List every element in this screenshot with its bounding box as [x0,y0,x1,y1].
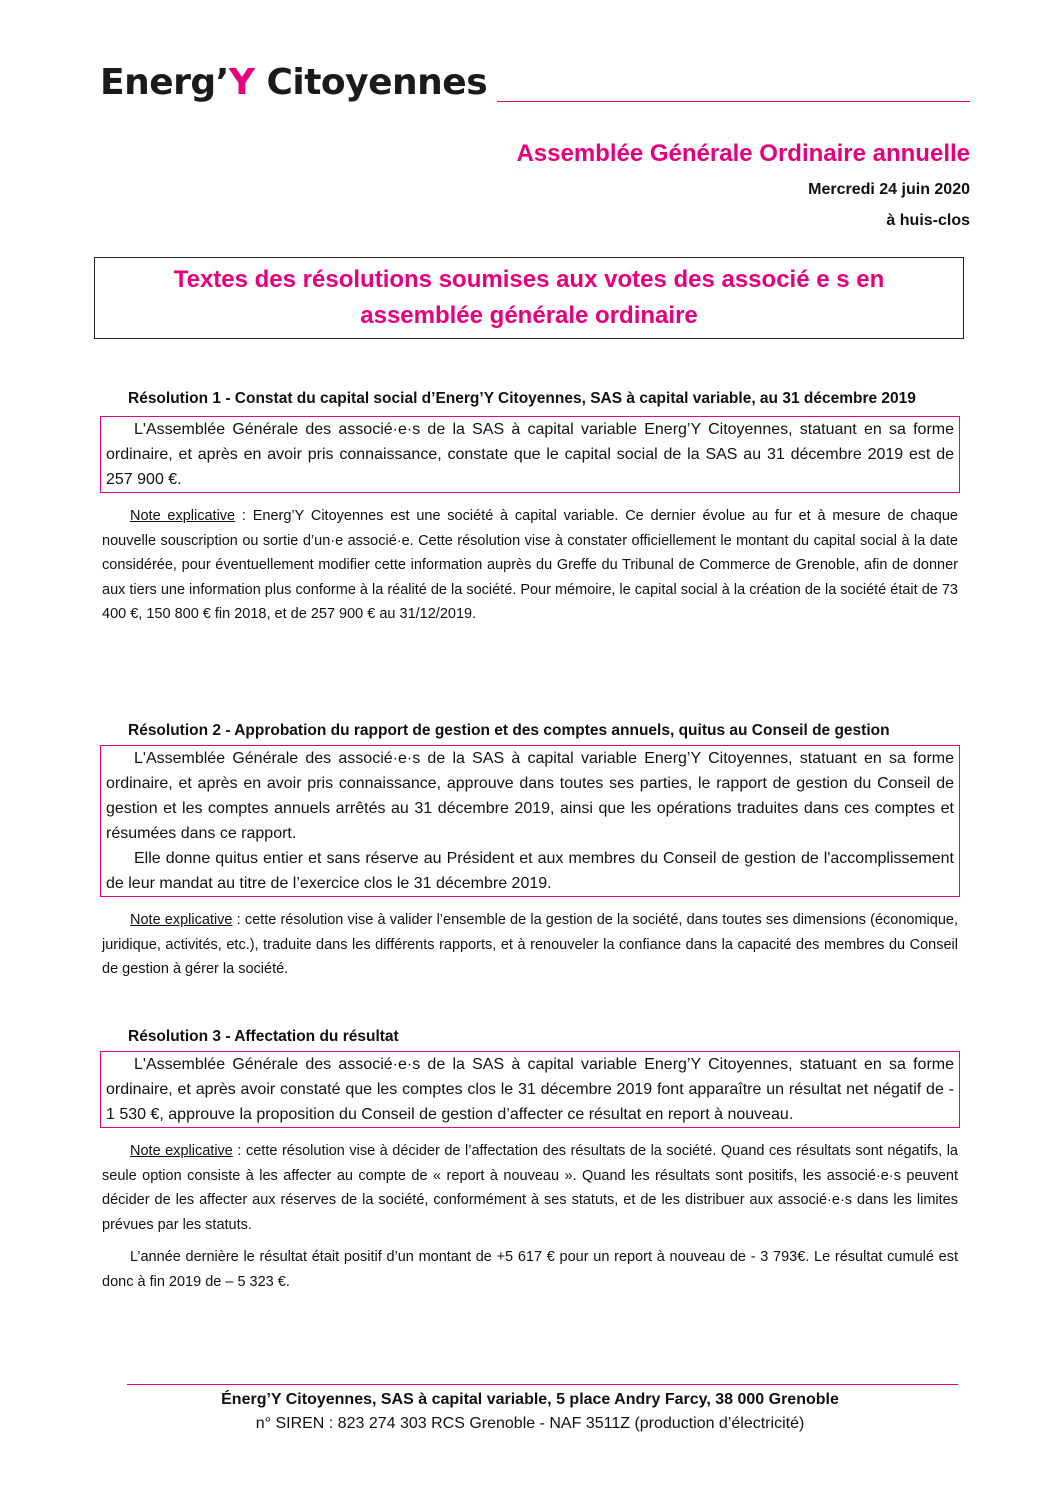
explanatory-note [100,1139,960,1237]
footer-divider [127,1384,958,1385]
resolution-1 [100,388,960,627]
footer-registration: n° SIREN : 823 274 303 RCS Grenoble - NAF 3511Z (production d’électricité) [255,1415,805,1432]
resolution-3 [100,1026,960,1294]
resolution-paragraph: L'Assemblée Générale des associé·e·s de la SAS à capital variable Energ’Y Citoyennes, statuant en sa forme ordinaire, et après en avoir pris connaissance, constate que le capital social de la SAS au 31 décembre 2019 est de 257 900 €. [106,421,954,488]
resolution-2 [100,720,960,982]
resolution-text-box [100,1051,960,1128]
note-label: Note explicative [130,1143,233,1159]
resolution-paragraph: Elle donne quitus entier et sans réserve au Président et aux membres du Conseil de gestion de l'accomplissement de leur mandat au titre de l’exercice clos le 31 décembre 2019. [106,850,954,892]
resolution-paragraph: L'Assemblée Générale des associé·e·s de la SAS à capital variable Energ’Y Citoyennes, statuant en sa forme ordinaire, et après avoir constaté que les comptes clos le 31 décembre 2019 font apparaître un résultat net négatif de - 1 530 €, approuve la proposition du Conseil de gestion d’affecter ce résultat en report à nouveau. [106,1056,954,1123]
resolution-text-box [100,416,960,493]
note-text: : cette résolution vise à décider de l’affectation des résultats de la société. Quand ces résultats sont négatifs, la seule option consiste à les affecter au compte de « report à nouveau ». Quand les résultats sont positifs, les associé·e·s peuvent décider de les affecter aux réserves de la société, conformément à ses statuts, et de les distribuer aux associé·e·s dans les limites prévues par les statuts. [102,1143,958,1233]
meeting-date: Mercredi 24 juin 2020 [808,181,970,198]
explanatory-note-extra: L’année dernière le résultat était positif d’un montant de +5 617 € pour un report à nouveau de - 3 793€. Le résultat cumulé est donc à fin 2019 de – 5 323 €. [102,1249,958,1290]
footer-address: Énerg’Y Citoyennes, SAS à capital variable, 5 place Andry Farcy, 38 000 Grenoble [221,1391,839,1408]
meeting-mode: à huis-clos [886,212,970,229]
resolution-heading: Résolution 3 - Affectation du résultat [128,1028,399,1045]
resolution-heading: Résolution 2 - Approbation du rapport de gestion et des comptes annuels, quitus au Conseil de gestion [128,722,890,739]
document-title-line-1: Textes des résolutions soumises aux votes des associé e s en [173,266,885,293]
header-divider [497,101,970,102]
note-label: Note explicative [130,508,236,524]
explanatory-note [100,504,960,627]
note-text: : cette résolution vise à valider l’ensemble de la gestion de la société, dans toutes ses dimensions (économique, juridique, activités, etc.), traduite dans les différents rapports, et à renouveler la confiance dans la capacité des membres du Conseil de gestion à gérer la société. [102,912,958,977]
document-title-box [94,257,964,339]
logo-text-rest: Citoyennes [254,62,488,103]
note-text: : Energ’Y Citoyennes est une société à capital variable. Ce dernier évolue au fur et à mesure de chaque nouvelle souscription ou sortie d’un·e associé·e. Cette résolution vise à constater officiellement le montant du capital social à la date considérée, pour éventuellement modifier cette information auprès du Greffe du Tribunal de Commerce de Grenoble, afin de donner aux tiers une information plus conforme à la réalité de la société. Pour mémoire, le capital social à la création de la société était de 73 400 €, 150 800 € fin 2018, et de 257 900 € au 31/12/2019. [102,508,958,622]
note-label: Note explicative [130,912,233,928]
logo-text-main: Energ’ [100,62,229,103]
resolution-heading: Résolution 1 - Constat du capital social d’Energ’Y Citoyennes, SAS à capital variable, au 31 décembre 2019 [128,390,916,407]
explanatory-note [100,908,960,982]
logo-text-accent: Y [228,62,255,103]
resolution-paragraph: L'Assemblée Générale des associé·e·s de la SAS à capital variable Energ’Y Citoyennes, statuant en sa forme ordinaire, et après en avoir pris connaissance, approuve dans toutes ses parties, le rapport de gestion du Conseil de gestion et les comptes annuels arrêtés au 31 décembre 2019, ainsi que les opérations traduites dans ces comptes et résumées dans ce rapport. [106,750,954,842]
document-title-line-2: assemblée générale ordinaire [360,302,698,329]
company-logo [100,62,487,103]
meeting-title: Assemblée Générale Ordinaire annuelle [516,140,970,167]
resolution-text-box [100,745,960,897]
